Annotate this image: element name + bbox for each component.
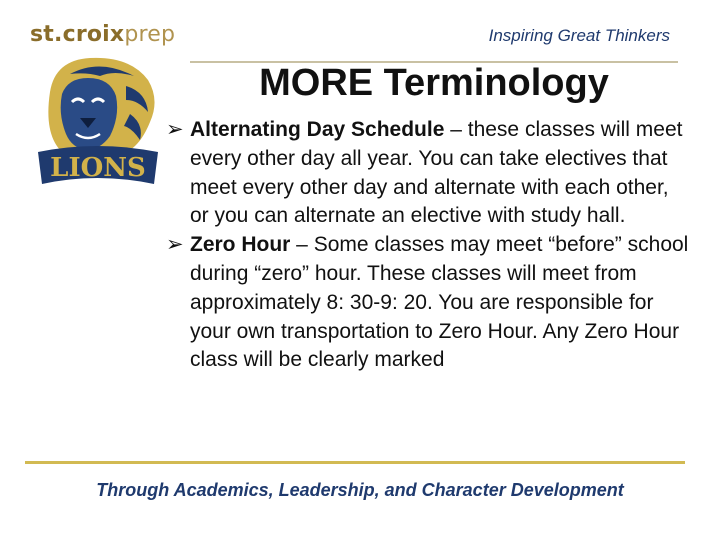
- bullet-term: Zero Hour: [190, 233, 291, 257]
- bullet-term: Alternating Day Schedule: [190, 118, 445, 141]
- footer-divider: [25, 461, 685, 464]
- slide-body: [166, 116, 691, 375]
- logo-part-prep: prep: [124, 22, 176, 47]
- bullet-text: – Some classes may meet “before” school during “zero” hour. These classes will meet from approximately 8: 30-9: 20. You are responsible for your own transportation to Zero Hour. Any Zero Hour class will be clearly marked: [190, 233, 689, 372]
- logo-part-st: st.: [30, 22, 63, 47]
- logo-part-croix: croix: [62, 22, 125, 47]
- lion-mascot-icon: [30, 52, 165, 187]
- slide-title: MORE Terminology: [259, 62, 609, 104]
- school-logo-text: [30, 22, 175, 47]
- bullet-alternating-day: [166, 116, 691, 231]
- bullet-zero-hour: [166, 231, 691, 375]
- arrow-bullet-icon: ➢: [166, 118, 184, 141]
- arrow-bullet-icon: ➢: [166, 233, 184, 257]
- footer-motto: Through Academics, Leadership, and Character Development: [96, 480, 624, 500]
- tagline: Inspiring Great Thinkers: [488, 26, 670, 45]
- bullet-text: – these classes will meet every other day all year. You can take electives that meet every other day and alternate with each other, or you can alternate an elective with study hall.: [190, 118, 683, 228]
- mascot-label: LIONS: [50, 153, 146, 183]
